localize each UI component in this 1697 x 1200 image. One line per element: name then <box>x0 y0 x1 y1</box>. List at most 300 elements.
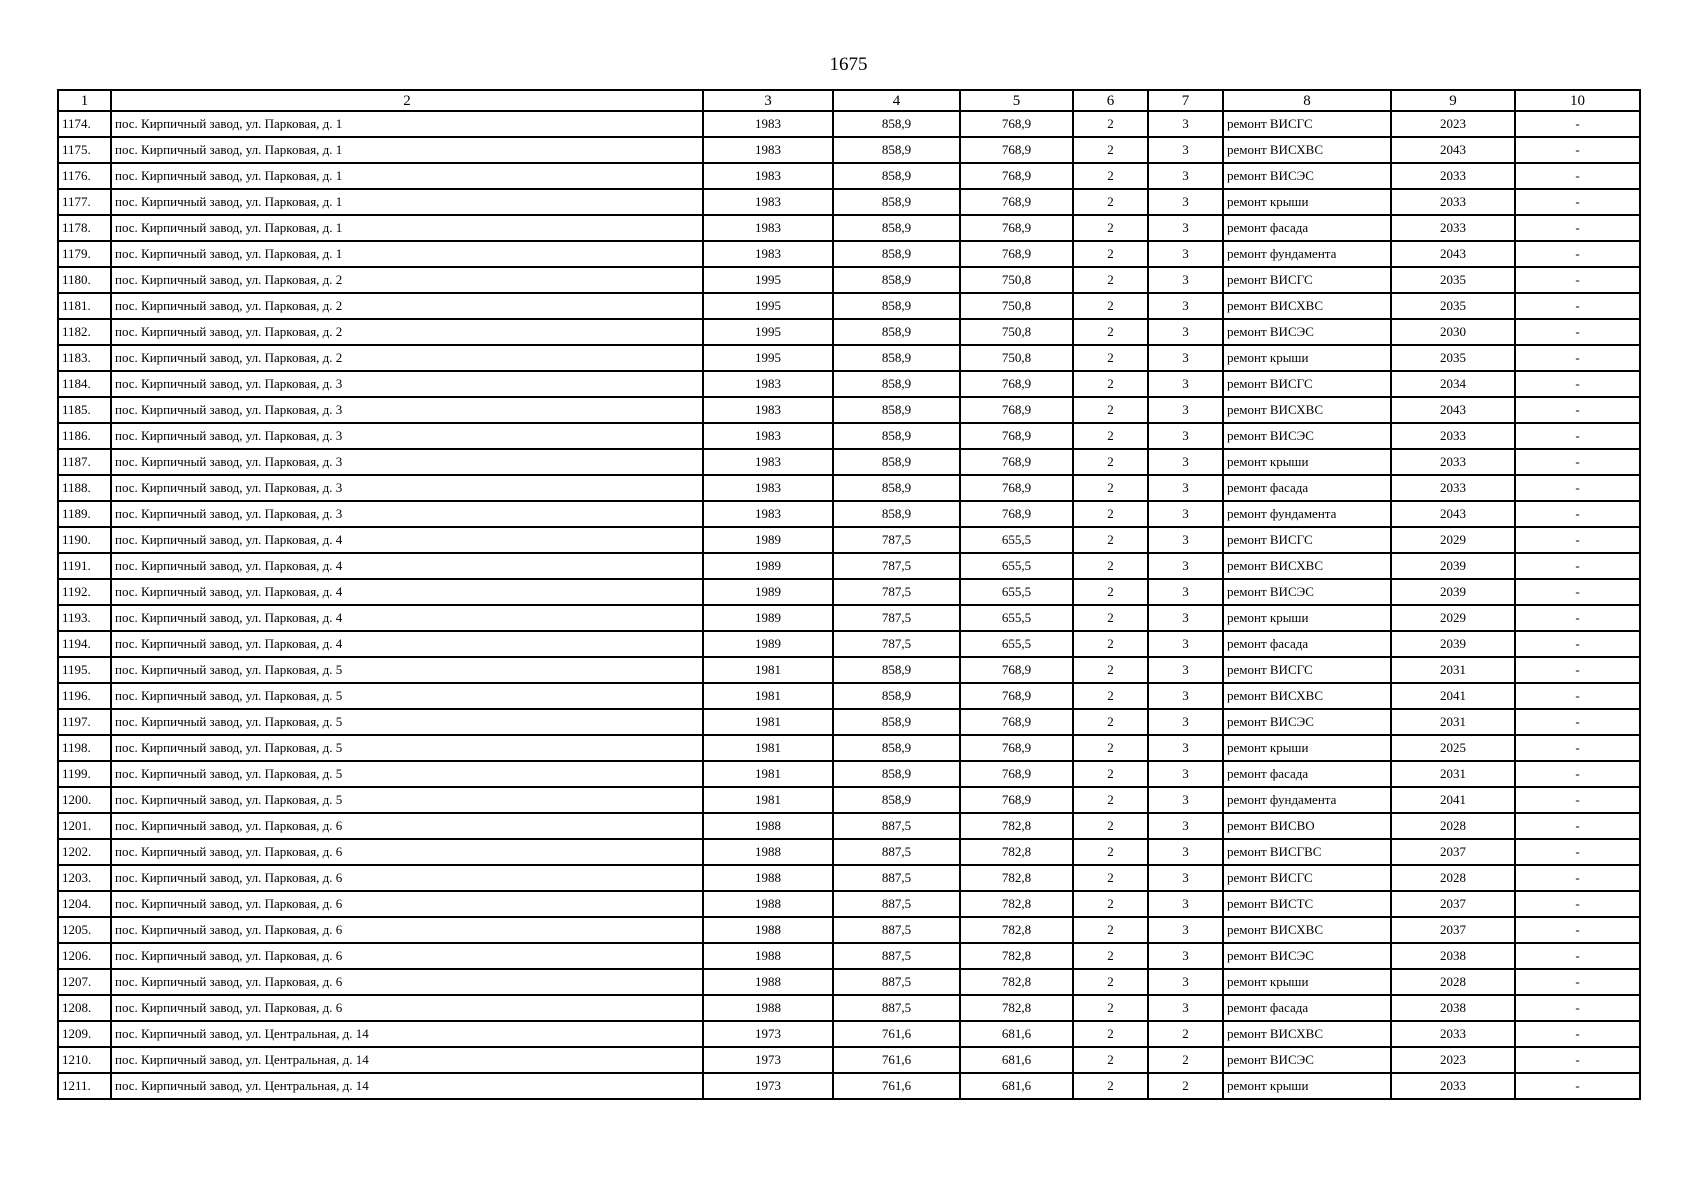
cell-year-built: 1989 <box>703 631 833 657</box>
table-row <box>58 137 1640 163</box>
cell-living-area: 768,9 <box>960 501 1073 527</box>
cell-work-type: ремонт крыши <box>1223 605 1391 631</box>
table-row <box>58 163 1640 189</box>
cell-work-type: ремонт ВИСХВС <box>1223 293 1391 319</box>
cell-year-built: 1983 <box>703 423 833 449</box>
cell-entrances: 3 <box>1148 189 1223 215</box>
cell-note: - <box>1515 969 1640 995</box>
cell-entrances: 3 <box>1148 345 1223 371</box>
cell-row-number: 1202. <box>58 839 111 865</box>
cell-row-number: 1178. <box>58 215 111 241</box>
cell-entrances: 3 <box>1148 475 1223 501</box>
cell-address: пос. Кирпичный завод, ул. Парковая, д. 5 <box>111 657 703 683</box>
cell-total-area: 787,5 <box>833 631 960 657</box>
cell-living-area: 768,9 <box>960 111 1073 137</box>
table-row <box>58 813 1640 839</box>
cell-total-area: 787,5 <box>833 553 960 579</box>
cell-address: пос. Кирпичный завод, ул. Центральная, д. 14 <box>111 1021 703 1047</box>
cell-floors: 2 <box>1073 787 1148 813</box>
cell-address: пос. Кирпичный завод, ул. Центральная, д. 14 <box>111 1073 703 1099</box>
cell-row-number: 1177. <box>58 189 111 215</box>
cell-living-area: 768,9 <box>960 397 1073 423</box>
table-row <box>58 1047 1640 1073</box>
cell-planned-year: 2038 <box>1391 995 1515 1021</box>
cell-planned-year: 2041 <box>1391 787 1515 813</box>
cell-floors: 2 <box>1073 501 1148 527</box>
cell-row-number: 1181. <box>58 293 111 319</box>
table-row <box>58 527 1640 553</box>
cell-note: - <box>1515 241 1640 267</box>
cell-address: пос. Кирпичный завод, ул. Парковая, д. 6 <box>111 865 703 891</box>
cell-planned-year: 2033 <box>1391 163 1515 189</box>
cell-total-area: 858,9 <box>833 709 960 735</box>
cell-year-built: 1995 <box>703 293 833 319</box>
cell-work-type: ремонт крыши <box>1223 449 1391 475</box>
cell-floors: 2 <box>1073 371 1148 397</box>
cell-work-type: ремонт ВИСГС <box>1223 527 1391 553</box>
cell-planned-year: 2033 <box>1391 1073 1515 1099</box>
cell-row-number: 1206. <box>58 943 111 969</box>
cell-floors: 2 <box>1073 969 1148 995</box>
cell-address: пос. Кирпичный завод, ул. Парковая, д. 1 <box>111 111 703 137</box>
cell-total-area: 858,9 <box>833 787 960 813</box>
cell-year-built: 1973 <box>703 1047 833 1073</box>
cell-entrances: 3 <box>1148 267 1223 293</box>
cell-note: - <box>1515 917 1640 943</box>
cell-row-number: 1182. <box>58 319 111 345</box>
cell-total-area: 887,5 <box>833 865 960 891</box>
cell-address: пос. Кирпичный завод, ул. Парковая, д. 6 <box>111 995 703 1021</box>
cell-living-area: 768,9 <box>960 215 1073 241</box>
cell-year-built: 1995 <box>703 267 833 293</box>
cell-note: - <box>1515 735 1640 761</box>
cell-address: пос. Кирпичный завод, ул. Парковая, д. 6 <box>111 969 703 995</box>
cell-total-area: 858,9 <box>833 189 960 215</box>
cell-work-type: ремонт фундамента <box>1223 241 1391 267</box>
cell-address: пос. Кирпичный завод, ул. Парковая, д. 2 <box>111 293 703 319</box>
cell-living-area: 782,8 <box>960 865 1073 891</box>
cell-living-area: 768,9 <box>960 371 1073 397</box>
cell-total-area: 887,5 <box>833 995 960 1021</box>
cell-year-built: 1981 <box>703 761 833 787</box>
column-header-2: 2 <box>111 90 703 111</box>
cell-note: - <box>1515 111 1640 137</box>
cell-row-number: 1198. <box>58 735 111 761</box>
cell-address: пос. Кирпичный завод, ул. Парковая, д. 3 <box>111 501 703 527</box>
cell-note: - <box>1515 345 1640 371</box>
cell-address: пос. Кирпичный завод, ул. Парковая, д. 1 <box>111 215 703 241</box>
cell-work-type: ремонт фасада <box>1223 761 1391 787</box>
cell-note: - <box>1515 449 1640 475</box>
cell-planned-year: 2033 <box>1391 215 1515 241</box>
cell-planned-year: 2023 <box>1391 1047 1515 1073</box>
cell-total-area: 761,6 <box>833 1021 960 1047</box>
cell-row-number: 1208. <box>58 995 111 1021</box>
cell-address: пос. Кирпичный завод, ул. Парковая, д. 3 <box>111 475 703 501</box>
cell-total-area: 787,5 <box>833 579 960 605</box>
cell-planned-year: 2039 <box>1391 553 1515 579</box>
cell-planned-year: 2035 <box>1391 293 1515 319</box>
cell-address: пос. Кирпичный завод, ул. Парковая, д. 6 <box>111 839 703 865</box>
cell-work-type: ремонт ВИСХВС <box>1223 553 1391 579</box>
cell-living-area: 655,5 <box>960 527 1073 553</box>
cell-living-area: 768,9 <box>960 709 1073 735</box>
cell-entrances: 3 <box>1148 787 1223 813</box>
cell-note: - <box>1515 189 1640 215</box>
cell-floors: 2 <box>1073 683 1148 709</box>
cell-address: пос. Кирпичный завод, ул. Парковая, д. 3 <box>111 423 703 449</box>
cell-note: - <box>1515 813 1640 839</box>
cell-planned-year: 2029 <box>1391 527 1515 553</box>
cell-work-type: ремонт ВИСХВС <box>1223 1021 1391 1047</box>
cell-total-area: 858,9 <box>833 761 960 787</box>
cell-floors: 2 <box>1073 215 1148 241</box>
table-row <box>58 579 1640 605</box>
cell-planned-year: 2038 <box>1391 943 1515 969</box>
cell-entrances: 3 <box>1148 891 1223 917</box>
cell-address: пос. Кирпичный завод, ул. Парковая, д. 3 <box>111 371 703 397</box>
cell-row-number: 1192. <box>58 579 111 605</box>
cell-living-area: 768,9 <box>960 163 1073 189</box>
cell-floors: 2 <box>1073 709 1148 735</box>
cell-living-area: 655,5 <box>960 579 1073 605</box>
cell-planned-year: 2035 <box>1391 267 1515 293</box>
cell-year-built: 1988 <box>703 917 833 943</box>
cell-row-number: 1205. <box>58 917 111 943</box>
cell-row-number: 1174. <box>58 111 111 137</box>
cell-entrances: 3 <box>1148 761 1223 787</box>
cell-address: пос. Кирпичный завод, ул. Парковая, д. 1 <box>111 241 703 267</box>
cell-note: - <box>1515 553 1640 579</box>
table-row <box>58 501 1640 527</box>
cell-work-type: ремонт ВИСЭС <box>1223 163 1391 189</box>
cell-work-type: ремонт ВИСГС <box>1223 865 1391 891</box>
table-body <box>58 111 1640 1099</box>
cell-row-number: 1197. <box>58 709 111 735</box>
cell-work-type: ремонт фасада <box>1223 475 1391 501</box>
cell-total-area: 858,9 <box>833 397 960 423</box>
cell-work-type: ремонт крыши <box>1223 735 1391 761</box>
cell-address: пос. Кирпичный завод, ул. Парковая, д. 1 <box>111 137 703 163</box>
cell-entrances: 3 <box>1148 865 1223 891</box>
cell-row-number: 1188. <box>58 475 111 501</box>
cell-row-number: 1176. <box>58 163 111 189</box>
cell-year-built: 1983 <box>703 371 833 397</box>
cell-total-area: 858,9 <box>833 111 960 137</box>
cell-year-built: 1981 <box>703 787 833 813</box>
cell-total-area: 787,5 <box>833 605 960 631</box>
cell-year-built: 1983 <box>703 189 833 215</box>
cell-work-type: ремонт ВИСЭС <box>1223 423 1391 449</box>
cell-total-area: 858,9 <box>833 345 960 371</box>
cell-address: пос. Кирпичный завод, ул. Парковая, д. 6 <box>111 943 703 969</box>
cell-living-area: 782,8 <box>960 969 1073 995</box>
cell-work-type: ремонт ВИСГС <box>1223 111 1391 137</box>
cell-planned-year: 2033 <box>1391 475 1515 501</box>
column-header-5: 5 <box>960 90 1073 111</box>
cell-address: пос. Кирпичный завод, ул. Парковая, д. 2 <box>111 267 703 293</box>
cell-entrances: 3 <box>1148 527 1223 553</box>
cell-note: - <box>1515 787 1640 813</box>
cell-address: пос. Кирпичный завод, ул. Парковая, д. 4 <box>111 527 703 553</box>
cell-address: пос. Кирпичный завод, ул. Парковая, д. 6 <box>111 917 703 943</box>
cell-year-built: 1983 <box>703 449 833 475</box>
cell-row-number: 1189. <box>58 501 111 527</box>
cell-year-built: 1983 <box>703 137 833 163</box>
cell-planned-year: 2043 <box>1391 137 1515 163</box>
cell-work-type: ремонт ВИСЭС <box>1223 579 1391 605</box>
cell-year-built: 1983 <box>703 163 833 189</box>
cell-floors: 2 <box>1073 319 1148 345</box>
cell-note: - <box>1515 397 1640 423</box>
table-row <box>58 735 1640 761</box>
cell-floors: 2 <box>1073 137 1148 163</box>
cell-address: пос. Кирпичный завод, ул. Парковая, д. 5 <box>111 761 703 787</box>
cell-entrances: 3 <box>1148 293 1223 319</box>
cell-floors: 2 <box>1073 267 1148 293</box>
cell-row-number: 1175. <box>58 137 111 163</box>
cell-total-area: 858,9 <box>833 371 960 397</box>
cell-floors: 2 <box>1073 1047 1148 1073</box>
cell-address: пос. Кирпичный завод, ул. Парковая, д. 3 <box>111 397 703 423</box>
cell-note: - <box>1515 657 1640 683</box>
cell-floors: 2 <box>1073 111 1148 137</box>
cell-living-area: 768,9 <box>960 683 1073 709</box>
cell-row-number: 1179. <box>58 241 111 267</box>
table-row <box>58 241 1640 267</box>
cell-year-built: 1983 <box>703 241 833 267</box>
cell-row-number: 1180. <box>58 267 111 293</box>
table-row <box>58 189 1640 215</box>
cell-note: - <box>1515 215 1640 241</box>
cell-floors: 2 <box>1073 189 1148 215</box>
column-header-1: 1 <box>58 90 111 111</box>
cell-address: пос. Кирпичный завод, ул. Парковая, д. 5 <box>111 787 703 813</box>
cell-entrances: 3 <box>1148 397 1223 423</box>
cell-note: - <box>1515 709 1640 735</box>
cell-floors: 2 <box>1073 657 1148 683</box>
cell-entrances: 3 <box>1148 917 1223 943</box>
cell-row-number: 1204. <box>58 891 111 917</box>
cell-living-area: 782,8 <box>960 839 1073 865</box>
cell-entrances: 3 <box>1148 215 1223 241</box>
cell-floors: 2 <box>1073 761 1148 787</box>
table-row <box>58 475 1640 501</box>
cell-planned-year: 2035 <box>1391 345 1515 371</box>
cell-work-type: ремонт ВИСЭС <box>1223 709 1391 735</box>
cell-row-number: 1193. <box>58 605 111 631</box>
table-row <box>58 111 1640 137</box>
table-row <box>58 995 1640 1021</box>
cell-row-number: 1186. <box>58 423 111 449</box>
table-row <box>58 657 1640 683</box>
cell-work-type: ремонт фасада <box>1223 215 1391 241</box>
cell-living-area: 750,8 <box>960 293 1073 319</box>
cell-row-number: 1187. <box>58 449 111 475</box>
cell-work-type: ремонт крыши <box>1223 1073 1391 1099</box>
cell-living-area: 768,9 <box>960 657 1073 683</box>
table-row <box>58 839 1640 865</box>
cell-planned-year: 2033 <box>1391 1021 1515 1047</box>
cell-living-area: 782,8 <box>960 943 1073 969</box>
cell-total-area: 761,6 <box>833 1047 960 1073</box>
cell-entrances: 3 <box>1148 605 1223 631</box>
cell-entrances: 3 <box>1148 111 1223 137</box>
cell-living-area: 768,9 <box>960 761 1073 787</box>
table-row <box>58 761 1640 787</box>
cell-note: - <box>1515 423 1640 449</box>
cell-work-type: ремонт ВИСВО <box>1223 813 1391 839</box>
cell-entrances: 3 <box>1148 137 1223 163</box>
cell-total-area: 858,9 <box>833 501 960 527</box>
cell-floors: 2 <box>1073 891 1148 917</box>
cell-year-built: 1981 <box>703 683 833 709</box>
cell-note: - <box>1515 501 1640 527</box>
cell-living-area: 768,9 <box>960 241 1073 267</box>
cell-note: - <box>1515 995 1640 1021</box>
cell-address: пос. Кирпичный завод, ул. Парковая, д. 5 <box>111 709 703 735</box>
cell-planned-year: 2043 <box>1391 241 1515 267</box>
cell-note: - <box>1515 579 1640 605</box>
cell-total-area: 887,5 <box>833 839 960 865</box>
cell-floors: 2 <box>1073 163 1148 189</box>
cell-entrances: 3 <box>1148 241 1223 267</box>
cell-year-built: 1988 <box>703 995 833 1021</box>
cell-planned-year: 2041 <box>1391 683 1515 709</box>
cell-living-area: 681,6 <box>960 1073 1073 1099</box>
cell-note: - <box>1515 891 1640 917</box>
cell-total-area: 887,5 <box>833 969 960 995</box>
cell-year-built: 1983 <box>703 397 833 423</box>
cell-year-built: 1983 <box>703 111 833 137</box>
cell-floors: 2 <box>1073 865 1148 891</box>
column-header-7: 7 <box>1148 90 1223 111</box>
cell-total-area: 858,9 <box>833 423 960 449</box>
cell-note: - <box>1515 839 1640 865</box>
cell-year-built: 1983 <box>703 475 833 501</box>
cell-year-built: 1983 <box>703 215 833 241</box>
cell-living-area: 782,8 <box>960 891 1073 917</box>
cell-planned-year: 2039 <box>1391 579 1515 605</box>
cell-year-built: 1983 <box>703 501 833 527</box>
cell-living-area: 768,9 <box>960 449 1073 475</box>
cell-floors: 2 <box>1073 449 1148 475</box>
cell-total-area: 858,9 <box>833 319 960 345</box>
cell-note: - <box>1515 865 1640 891</box>
cell-year-built: 1988 <box>703 969 833 995</box>
table-row <box>58 319 1640 345</box>
cell-total-area: 858,9 <box>833 683 960 709</box>
cell-total-area: 858,9 <box>833 293 960 319</box>
cell-address: пос. Кирпичный завод, ул. Парковая, д. 3 <box>111 449 703 475</box>
cell-planned-year: 2033 <box>1391 449 1515 475</box>
cell-row-number: 1190. <box>58 527 111 553</box>
cell-year-built: 1989 <box>703 553 833 579</box>
cell-entrances: 3 <box>1148 995 1223 1021</box>
cell-note: - <box>1515 943 1640 969</box>
cell-total-area: 858,9 <box>833 163 960 189</box>
cell-planned-year: 2031 <box>1391 709 1515 735</box>
cell-entrances: 3 <box>1148 319 1223 345</box>
cell-total-area: 858,9 <box>833 215 960 241</box>
cell-planned-year: 2043 <box>1391 397 1515 423</box>
cell-note: - <box>1515 527 1640 553</box>
cell-entrances: 2 <box>1148 1047 1223 1073</box>
column-header-3: 3 <box>703 90 833 111</box>
column-header-4: 4 <box>833 90 960 111</box>
cell-year-built: 1989 <box>703 579 833 605</box>
cell-planned-year: 2028 <box>1391 865 1515 891</box>
cell-address: пос. Кирпичный завод, ул. Парковая, д. 2 <box>111 319 703 345</box>
cell-entrances: 3 <box>1148 943 1223 969</box>
cell-floors: 2 <box>1073 995 1148 1021</box>
table-row <box>58 865 1640 891</box>
table-row <box>58 397 1640 423</box>
table-row <box>58 371 1640 397</box>
cell-row-number: 1194. <box>58 631 111 657</box>
cell-living-area: 655,5 <box>960 631 1073 657</box>
cell-floors: 2 <box>1073 241 1148 267</box>
cell-note: - <box>1515 761 1640 787</box>
cell-address: пос. Кирпичный завод, ул. Центральная, д. 14 <box>111 1047 703 1073</box>
cell-row-number: 1185. <box>58 397 111 423</box>
cell-work-type: ремонт фундамента <box>1223 501 1391 527</box>
cell-note: - <box>1515 631 1640 657</box>
cell-entrances: 2 <box>1148 1073 1223 1099</box>
cell-row-number: 1203. <box>58 865 111 891</box>
cell-address: пос. Кирпичный завод, ул. Парковая, д. 5 <box>111 735 703 761</box>
cell-total-area: 858,9 <box>833 735 960 761</box>
cell-living-area: 782,8 <box>960 917 1073 943</box>
table-row <box>58 787 1640 813</box>
cell-planned-year: 2031 <box>1391 657 1515 683</box>
cell-work-type: ремонт фундамента <box>1223 787 1391 813</box>
cell-total-area: 858,9 <box>833 475 960 501</box>
cell-year-built: 1981 <box>703 735 833 761</box>
cell-note: - <box>1515 319 1640 345</box>
cell-entrances: 3 <box>1148 839 1223 865</box>
cell-entrances: 3 <box>1148 969 1223 995</box>
cell-row-number: 1199. <box>58 761 111 787</box>
cell-work-type: ремонт фасада <box>1223 995 1391 1021</box>
cell-floors: 2 <box>1073 735 1148 761</box>
cell-row-number: 1200. <box>58 787 111 813</box>
cell-floors: 2 <box>1073 605 1148 631</box>
cell-planned-year: 2029 <box>1391 605 1515 631</box>
cell-planned-year: 2030 <box>1391 319 1515 345</box>
cell-floors: 2 <box>1073 527 1148 553</box>
cell-floors: 2 <box>1073 917 1148 943</box>
cell-floors: 2 <box>1073 813 1148 839</box>
table-row <box>58 423 1640 449</box>
cell-living-area: 655,5 <box>960 605 1073 631</box>
cell-year-built: 1995 <box>703 319 833 345</box>
cell-planned-year: 2037 <box>1391 891 1515 917</box>
cell-year-built: 1995 <box>703 345 833 371</box>
cell-living-area: 782,8 <box>960 995 1073 1021</box>
cell-total-area: 761,6 <box>833 1073 960 1099</box>
cell-row-number: 1183. <box>58 345 111 371</box>
table-row <box>58 1073 1640 1099</box>
cell-planned-year: 2028 <box>1391 969 1515 995</box>
table-row <box>58 709 1640 735</box>
cell-work-type: ремонт крыши <box>1223 189 1391 215</box>
cell-address: пос. Кирпичный завод, ул. Парковая, д. 6 <box>111 891 703 917</box>
cell-note: - <box>1515 163 1640 189</box>
cell-living-area: 655,5 <box>960 553 1073 579</box>
table-row <box>58 631 1640 657</box>
cell-year-built: 1988 <box>703 839 833 865</box>
